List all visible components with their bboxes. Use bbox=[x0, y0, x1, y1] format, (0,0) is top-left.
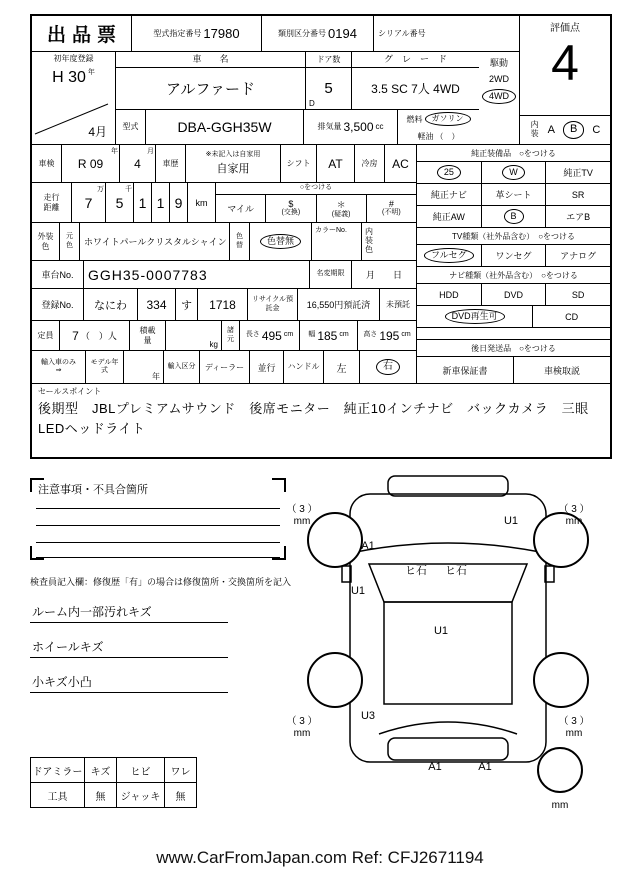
damage-mark-front-right: U1 bbox=[503, 515, 519, 527]
sheet-title: 出品票 bbox=[46, 25, 122, 46]
rear-window bbox=[379, 722, 517, 734]
fuel-cell bbox=[398, 110, 479, 144]
sales-point-band bbox=[32, 383, 610, 457]
damage-mark-windshield-2: ヒ石 bbox=[445, 565, 467, 577]
handle-label: ハンドル bbox=[287, 362, 320, 372]
inspector-note-1: ルーム内一部汚れキズ bbox=[30, 600, 228, 623]
color-row bbox=[32, 223, 416, 261]
car-name-label: 車 名 bbox=[192, 54, 229, 65]
break-cell: ワレ bbox=[165, 758, 197, 783]
shaken-label: 車検 bbox=[38, 158, 55, 168]
mileage-digit-3: 9 bbox=[174, 194, 183, 211]
shipment-row bbox=[417, 357, 610, 383]
damage-mark-rear-left: U3 bbox=[360, 710, 376, 722]
doors-value: 5 bbox=[324, 80, 333, 97]
nav-type-header: ナビ種類（社外品含む） ○をつける bbox=[449, 270, 578, 280]
drive-4wd: 4WD bbox=[482, 89, 516, 104]
recycle-label: リサイクル預託金 bbox=[251, 296, 294, 312]
tread-rear-right-value: （ 3 ） bbox=[558, 716, 590, 727]
equipment-header: 純正装備品 ○をつける bbox=[471, 148, 556, 158]
mileage-sen-unit: 千 bbox=[125, 186, 132, 193]
inspection-row bbox=[32, 145, 416, 183]
tread-front-right-value: （ 3 ） bbox=[558, 504, 590, 515]
notes-box bbox=[30, 478, 286, 560]
shaken-value: R 09 bbox=[77, 156, 104, 171]
mileage-digit-1: 1 bbox=[138, 194, 147, 211]
model-label: 型式 bbox=[122, 122, 139, 132]
mark-doubt-symbol: ＊ bbox=[336, 199, 346, 210]
shaken-unit: 年 bbox=[111, 148, 118, 155]
width-unit: cm bbox=[339, 331, 349, 339]
grade-label: グ レ ー ド bbox=[383, 54, 447, 65]
tread-rear-left-value: （ 3 ） bbox=[286, 716, 318, 727]
inspector-header: 検査員記入欄：修復歴「有」の場合は修復箇所・交換箇所を記入 bbox=[30, 577, 292, 587]
tools-cell: 工具 bbox=[31, 783, 85, 808]
rear-bumper bbox=[388, 738, 508, 760]
tread-front-left-value: （ 3 ） bbox=[286, 504, 318, 515]
load-unit: kg bbox=[209, 340, 218, 349]
damage-mark-windshield-1: ヒ石 bbox=[405, 565, 427, 577]
drive-cell bbox=[479, 52, 519, 144]
score-box bbox=[520, 16, 610, 116]
hood-line bbox=[356, 543, 540, 552]
nav-type-row-2 bbox=[417, 306, 610, 328]
drive-label: 駆動 bbox=[489, 58, 508, 68]
nav-dvd: DVD bbox=[504, 289, 524, 300]
color-change-label: 色替 bbox=[236, 233, 243, 249]
first-registration-month: 4月 bbox=[88, 125, 107, 139]
sales-point-text: 後期型 JBLプレミアムサウンド 後席モニター 純正10インチナビ バックカメラ 三眼LEDヘッドライト bbox=[38, 401, 589, 436]
equipment-aw: 純正AW bbox=[432, 212, 465, 222]
jack-cell: ジャッキ bbox=[117, 783, 165, 808]
spare-tire-unit: mm bbox=[551, 800, 569, 811]
interior-grade-b: B bbox=[563, 121, 584, 138]
fuel-other: （ ） bbox=[435, 131, 460, 141]
inspector-note-2: ホイールキズ bbox=[30, 635, 228, 658]
equipment-row-2 bbox=[417, 184, 610, 206]
shipment-header: 後日発送品 ○をつける bbox=[471, 343, 556, 353]
model-fuel-row bbox=[116, 110, 479, 144]
reg-number: 1718 bbox=[209, 297, 236, 312]
color-no-label: カラーNo. bbox=[315, 227, 347, 234]
nav-sd: SD bbox=[571, 289, 585, 300]
mileage-row bbox=[32, 183, 416, 223]
mark-unknown-symbol: # bbox=[388, 199, 394, 210]
shipment-warranty: 新車保証書 bbox=[442, 365, 488, 376]
import-only-label: 輸入車のみ⇒ bbox=[41, 358, 76, 374]
car-name: アルファード bbox=[165, 81, 256, 98]
mileage-marks bbox=[216, 183, 416, 222]
equipment-mark-b: B bbox=[504, 209, 524, 224]
tv-analog: アナログ bbox=[560, 251, 597, 261]
cool-value: AC bbox=[392, 156, 409, 171]
history-label: 車歴 bbox=[162, 158, 179, 168]
mileage-unit: km bbox=[195, 197, 208, 208]
jack-none-cell: 無 bbox=[165, 783, 197, 808]
shaken-month-unit: 月 bbox=[147, 148, 154, 155]
notes-title: 注意事項・不具合箇所 bbox=[38, 484, 148, 496]
sheet-title-cell bbox=[32, 16, 132, 51]
equipment-mark-2: W bbox=[502, 165, 525, 180]
reg-kana: す bbox=[181, 299, 192, 312]
fuel-label: 燃料 bbox=[406, 114, 423, 124]
capacity-label: 定員 bbox=[37, 330, 54, 340]
model-code-value: 17980 bbox=[203, 26, 240, 41]
tv-type-header: TV種類（社外品含む） ○をつける bbox=[451, 231, 576, 241]
wheel-front-left bbox=[308, 513, 362, 567]
mark-unknown-label: (不明) bbox=[382, 209, 401, 217]
reg-class: 334 bbox=[146, 297, 167, 312]
registration-number-row bbox=[32, 289, 416, 321]
height-value: 195 bbox=[379, 328, 400, 343]
roof-panel bbox=[384, 602, 512, 704]
mileage-man-unit: 万 bbox=[97, 186, 104, 193]
score-column bbox=[520, 16, 610, 144]
base-color-value: ホワイトパールクリスタルシャイン bbox=[84, 237, 227, 247]
length-label: 長さ bbox=[245, 331, 260, 339]
tread-rear-right-unit: mm bbox=[565, 728, 583, 739]
rename-label: 名変期限 bbox=[316, 270, 345, 278]
scratch-cell: キズ bbox=[85, 758, 117, 783]
front-bumper bbox=[388, 476, 508, 496]
watermark-footer: www.CarFromJapan.com Ref: CFJ2671194 bbox=[156, 848, 484, 867]
shaken-month: 4 bbox=[134, 156, 141, 171]
class-code-label: 類別区分番号 bbox=[278, 28, 327, 38]
equipment-row-1 bbox=[417, 162, 610, 184]
nav-cd: CD bbox=[565, 311, 579, 322]
chassis-label: 車台No. bbox=[41, 270, 74, 280]
header-row bbox=[32, 16, 519, 52]
handle-right: 右 bbox=[376, 359, 400, 375]
damage-mark-roof: U1 bbox=[433, 625, 449, 637]
notes-line-2 bbox=[36, 525, 280, 526]
crack-cell: ヒビ bbox=[117, 758, 165, 783]
wheel-rear-right bbox=[534, 653, 588, 707]
capacity-suffix: （ ）人 bbox=[80, 331, 117, 341]
mileage-label: 走行距離 bbox=[43, 193, 60, 212]
interior-color-label: 内装色 bbox=[365, 227, 373, 254]
serial-label: シリアル番号 bbox=[378, 28, 426, 38]
equipment-navi: 純正ナビ bbox=[430, 190, 467, 200]
history-note: ※未記入は自家用 bbox=[205, 150, 261, 158]
nav-type-row-1 bbox=[417, 284, 610, 306]
spacer-row bbox=[417, 328, 610, 340]
shift-value: AT bbox=[328, 156, 343, 171]
import-dealer: ディーラー bbox=[204, 362, 245, 372]
score-label: 評価点 bbox=[550, 23, 580, 34]
import-parallel: 並行 bbox=[257, 362, 276, 373]
exterior-color-label: 外装色 bbox=[37, 232, 54, 251]
inspector-note-3: 小キズ小凸 bbox=[30, 670, 228, 693]
nav-dvd-playable: DVD再生可 bbox=[445, 309, 505, 324]
capacity-row bbox=[32, 321, 416, 351]
mileage-sen: 5 bbox=[115, 194, 124, 211]
color-change-value: 色替無 bbox=[260, 234, 301, 249]
fuel-gasoline: ガソリン bbox=[425, 112, 471, 126]
width-value: 185 bbox=[317, 328, 338, 343]
first-registration-year-unit: 年 bbox=[87, 69, 95, 77]
import-type-label: 輸入区分 bbox=[167, 362, 196, 370]
cool-label: 冷房 bbox=[361, 158, 378, 168]
base-color-label: 元色 bbox=[66, 233, 73, 249]
nav-hdd: HDD bbox=[439, 289, 459, 300]
mileage-mark-header: ○をつける bbox=[299, 184, 333, 192]
class-code-value: 0194 bbox=[328, 26, 357, 41]
auction-sheet-form bbox=[30, 14, 612, 459]
history-value: 自家用 bbox=[216, 163, 250, 176]
tread-front-left-unit: mm bbox=[293, 516, 311, 527]
mark-exchange-symbol: $ bbox=[288, 199, 294, 210]
vehicle-value-row bbox=[116, 68, 479, 110]
mark-mile: マイル bbox=[227, 204, 255, 214]
first-registration-label: 初年度登録 bbox=[53, 54, 94, 63]
equipment-sunroof: SR bbox=[571, 189, 585, 200]
height-unit: cm bbox=[401, 331, 411, 339]
tv-oneseg: ワンセグ bbox=[495, 251, 532, 261]
vehicle-mid bbox=[116, 52, 479, 144]
width-label: 幅 bbox=[308, 331, 316, 339]
tv-type-row bbox=[417, 245, 610, 267]
tread-front-right-unit: mm bbox=[565, 516, 583, 527]
length-value: 495 bbox=[261, 328, 282, 343]
equipment-row-3 bbox=[417, 206, 610, 228]
grade-value: 3.5 SC 7人 4WD bbox=[371, 82, 460, 96]
load-label: 積載量 bbox=[139, 326, 156, 345]
notes-line-4 bbox=[36, 557, 280, 558]
interior-grade-label: 内装 bbox=[530, 120, 539, 138]
main-right bbox=[417, 145, 610, 383]
equipment-mark-1: 25 bbox=[437, 165, 461, 180]
mark-doubt-label: (疑義) bbox=[331, 210, 351, 218]
fuel-diesel: 軽油 bbox=[417, 131, 434, 141]
mirror-cell: ドアミラー bbox=[31, 758, 85, 783]
sales-point-label: セールスポイント bbox=[38, 387, 102, 396]
damage-mark-rear-bumper-2: A1 bbox=[478, 761, 492, 773]
length-unit: cm bbox=[283, 331, 294, 339]
wheel-rear-left bbox=[308, 653, 362, 707]
spare-tire-circle bbox=[538, 748, 582, 792]
height-label: 高さ bbox=[363, 331, 378, 339]
mileage-digit-2: 1 bbox=[156, 194, 165, 211]
main-left bbox=[32, 145, 417, 383]
import-row bbox=[32, 351, 416, 383]
interior-grade-cell bbox=[520, 116, 610, 144]
score-value: 4 bbox=[551, 35, 579, 91]
interior-grade-c: C bbox=[592, 124, 601, 136]
model-value: DBA-GGH35W bbox=[177, 119, 272, 135]
model-year-label: モデル年式 bbox=[90, 358, 119, 374]
equipment-leather: 革シート bbox=[495, 190, 532, 200]
reg-area: なにわ bbox=[94, 299, 127, 312]
damage-mark-rear-bumper-1: A1 bbox=[428, 761, 442, 773]
vehicle-row bbox=[32, 52, 519, 144]
mirror-tools-table bbox=[30, 757, 197, 808]
shift-label: シフト bbox=[286, 158, 311, 168]
displacement-value: 3,500 bbox=[343, 120, 374, 134]
first-registration-year-value: H 30 bbox=[52, 69, 86, 87]
displacement-unit: cc bbox=[375, 122, 384, 132]
top-left bbox=[32, 16, 520, 144]
car-damage-diagram bbox=[283, 470, 610, 820]
reg-no-label: 登録No. bbox=[41, 300, 74, 310]
inspector-section bbox=[30, 575, 310, 693]
chassis-value: GGH35-0007783 bbox=[88, 266, 208, 283]
drive-2wd: 2WD bbox=[489, 74, 509, 84]
vehicle-header-row bbox=[116, 52, 479, 68]
model-code-label: 型式指定番号 bbox=[153, 28, 202, 38]
mark-exchange-label: (交換) bbox=[281, 209, 301, 217]
main-band bbox=[32, 145, 610, 383]
interior-grade-a: A bbox=[547, 124, 556, 136]
recycle-alt: 未預託 bbox=[386, 299, 410, 309]
tread-rear-left-unit: mm bbox=[293, 728, 311, 739]
handle-left: 左 bbox=[336, 363, 347, 375]
tv-fullseg: フルセグ bbox=[424, 248, 474, 263]
chassis-row bbox=[32, 261, 416, 289]
rename-value: 月 日 bbox=[365, 270, 402, 280]
model-code-cell bbox=[132, 16, 262, 51]
tools-none-cell: 無 bbox=[85, 783, 117, 808]
doors-label: ドア数 bbox=[316, 54, 341, 64]
mileage-man: 7 bbox=[84, 194, 93, 211]
first-registration-year bbox=[52, 69, 95, 87]
doors-sub: D bbox=[309, 99, 315, 108]
recycle-value: 16,550円預託済 bbox=[306, 300, 371, 310]
damage-mark-front-left-fender: A1 bbox=[361, 540, 375, 552]
spec-label: 諸元 bbox=[227, 327, 234, 343]
notes-line-3 bbox=[36, 542, 280, 543]
capacity-value: 7 bbox=[72, 328, 79, 343]
notes-line-1 bbox=[36, 508, 280, 509]
top-band bbox=[32, 16, 610, 145]
displacement-label: 排気量 bbox=[317, 122, 342, 132]
shipment-manual: 車検取説 bbox=[543, 365, 580, 376]
damage-mark-left-side: U1 bbox=[350, 585, 366, 597]
equipment-airbag: エアB bbox=[566, 212, 591, 222]
model-year-unit: 年 bbox=[152, 372, 160, 381]
equipment-tv: 純正TV bbox=[563, 168, 593, 178]
serial-cell bbox=[374, 16, 519, 51]
first-registration-cell bbox=[32, 52, 116, 144]
class-code-cell bbox=[262, 16, 374, 51]
